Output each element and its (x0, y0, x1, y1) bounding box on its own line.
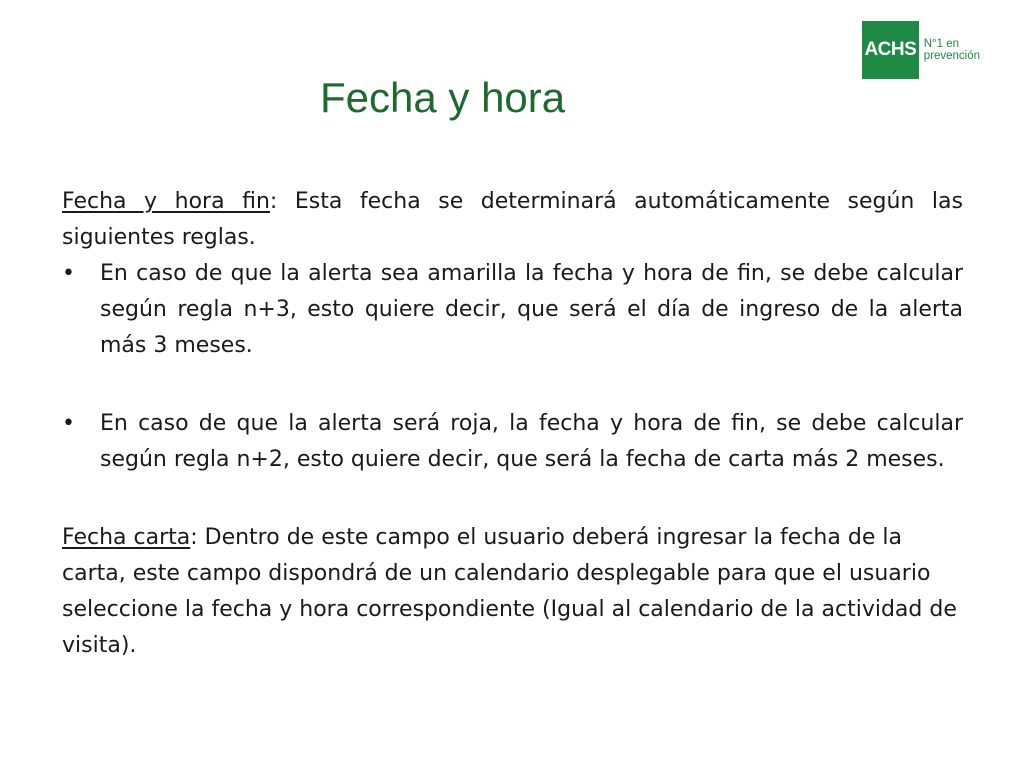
slide-body (62, 184, 963, 664)
spacer (62, 478, 963, 520)
bullet-marker: • (62, 261, 75, 286)
logo-box: ACHS (862, 21, 919, 79)
paragraph-fecha-hora-fin (62, 184, 963, 256)
bullet-item-2 (62, 406, 963, 478)
bullet-text-1: En caso de que la alerta sea amarilla la fecha y hora de fin, se debe calcular según regla n+3, esto quiere decir, que será el día de ingreso de la alerta más 3 meses. (100, 261, 963, 358)
logo-tagline-line-1: N°1 en (923, 38, 960, 50)
term-fecha-carta: Fecha carta (62, 525, 191, 550)
spacer (62, 364, 963, 406)
bullet-text-2: En caso de que la alerta será roja, la fecha y hora de fin, se debe calcular según regla n+2, esto quiere decir, que será la fecha de carta más 2 meses. (100, 411, 963, 472)
bullet-marker: • (62, 411, 75, 436)
paragraph-fecha-carta (62, 520, 963, 664)
logo-tagline-line-2: prevención (923, 50, 980, 62)
paragraph-fecha-carta-text: : Dentro de este campo el usuario deberá ingresar la fecha de la carta, este campo dispondrá de un calendario desplegable para que el usuario seleccione la fecha y hora correspondiente (Igual al calendario de la actividad de visita). (62, 525, 957, 658)
term-fecha-hora-fin: Fecha y hora fin (62, 189, 270, 214)
bullet-item-1 (62, 256, 963, 364)
logo-tagline (924, 38, 980, 62)
achs-logo (862, 21, 980, 79)
slide-title: Fecha y hora (320, 74, 566, 121)
paragraph-fecha-hora-fin-text: : Esta fecha se determinará automáticamente según las siguientes reglas. (62, 189, 963, 250)
